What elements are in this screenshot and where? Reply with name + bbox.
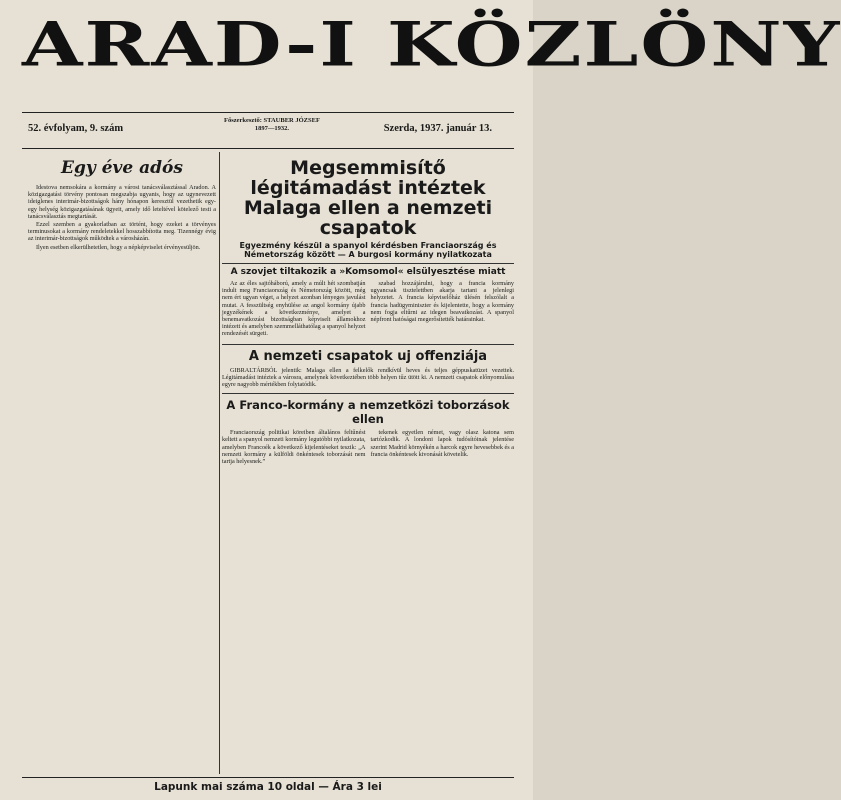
franco-col-1: [222, 429, 366, 466]
main-paragraph: Az az éles sajtóháború, amely a múlt hét szombatján indult meg Franciaország és Németország között, még nem ért ugyan véget, a helyzet azonban lényeges javulást mutat. A fesszültség enyhülése az angol kormány újabb jegyzékének a következménye, amelyet a benemavatkozási bizottságban képviselt államokhoz intézett és amelyben szemmelláthatólag a spanyol helyzet rendezését sürgeti.: [222, 280, 366, 338]
column-divider: [219, 152, 220, 774]
left-column-article: [28, 154, 216, 774]
page-footer: Lapunk mai száma 10 oldal — Ára 3 lei: [154, 781, 382, 793]
franco-article-columns: [222, 429, 514, 466]
franco-headline: A Franco-kormány a nemzetközi toborzások ellen: [222, 393, 514, 426]
main-article: [222, 154, 514, 774]
main-kicker: A szovjet tiltakozik a »Komsomol« elsülyesztése miatt: [222, 263, 514, 277]
issue-number: 52. évfolyam, 9. szám: [28, 123, 124, 134]
footer-rule: [22, 777, 514, 778]
masthead-rule-bottom: [22, 148, 514, 149]
main-deck: Egyezmény készül a spanyol kérdésben Franciaország és Németország között — A burgosi kormány nyilatkozata: [239, 241, 497, 259]
masthead-title: ARAD-I KÖZLÖNY: [22, 9, 841, 81]
left-paragraph: Ezzel szemben a gyakorlatban az történt, hogy ezeket a törvényes terminusokat a kormány rendeletekkel hosszabbította meg. Tizennégy évig az interimár-bizottságok működtek a városházán.: [28, 221, 216, 243]
editor-name: Főszerkesztő: STAUBER JÓZSEF: [224, 117, 320, 124]
left-paragraph: Idestova nemsokára a kormány a városi tanácsválasztással Aradon. A közigazgatási törvény pontosan megszabja ugyanis, hogy az ugynevezett ideiglenes interimár-bizottságok hány hónapon keresztül vezethetik egy-egy helység közigazgatásának ügyeit, amely idő leteltével kötelező testi a tanácsválasztás megtartását.: [28, 184, 216, 220]
issue-info-bar: [22, 117, 512, 145]
editor-years: 1897—1932.: [254, 125, 290, 132]
left-paragraph: Ilyen esetben elkerülhetetlen, hogy a népképviselet érvényesüljön.: [36, 243, 201, 251]
franco-col-2: [371, 429, 515, 466]
offensive-paragraph: GIBRALTÁRBÓL jelentik: Malaga ellen a felkelők rendkívül heves és teljes géppuskatüzet vezettek. Légitámadást intéztek a városra, amelynek következtében több helyen tűz ütött ki. A nemzeti csapatok előnyomulása egyre nagyobb mértékben folytatódik.: [222, 366, 514, 389]
editor-info: [224, 117, 320, 133]
issue-date: Szerda, 1937. január 13.: [383, 123, 492, 134]
masthead-rule-top: [22, 112, 514, 113]
main-article-columns: [222, 280, 514, 339]
franco-paragraph: tekenek egyetlen német, vagy olasz katona sem tartózkodik. A londoni lapok tudósítóinak jelentése szerint Madrid környékén a harcok egyre hevesebbek és a francia önkéntesek kivonását követelik.: [370, 429, 514, 458]
left-article-title: Egy éve adós: [61, 158, 183, 178]
offensive-headline: A nemzeti csapatok uj offenziája: [222, 344, 514, 364]
main-article-col-2: [371, 280, 515, 339]
main-paragraph: szabad hozzájárulni, hogy a francia kormány ugyancsak tisztelettben akarja tartani a jelenlegi helyzetet. A francia képviselőház ülésén felszólalt a francia hadügyminiszter és kijelentette, hogy a kormány nem fogja eltűrni az idegen beavatkozást. A spanyol népfront hatóságai megerősítették határainkat.: [370, 280, 514, 324]
offensive-body: [222, 367, 514, 389]
franco-paragraph: Franciaország politikai köreiben általános feltűnést keltett a spanyol nemzeti kormány legutóbbi nyilatkozata, amelyben Francoék a következő kijelentéseket teszik: „A nemzeti kormány a külföldi önkéntesek toborzását nem tartja helyesnek.”: [222, 429, 366, 466]
main-headline: Megsemmisítő légitámadást intéztek Malaga ellen a nemzeti csapatok: [243, 157, 493, 239]
left-article-body: [28, 184, 216, 251]
main-article-col-1: [222, 280, 366, 339]
